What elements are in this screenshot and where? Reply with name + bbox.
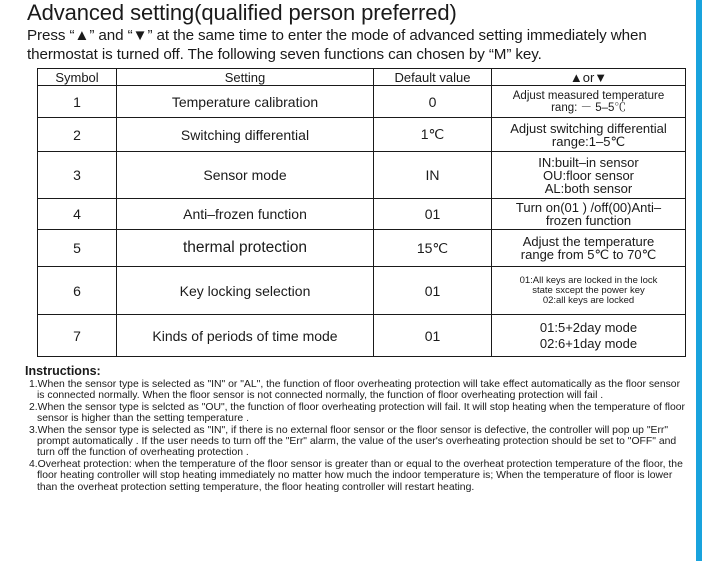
instructions-list <box>27 379 687 493</box>
header-default-value: Default value <box>374 69 492 86</box>
row-adjust: 01:All keys are locked in the lock state sxcept the power key 02:all keys are locked <box>492 267 686 315</box>
table-row <box>38 199 686 230</box>
row-adjust: Adjust the temperature range from 5℃ to 70℃ <box>492 230 686 267</box>
instruction-item: 4.Overheat protection: when the temperature of the floor sensor is greater than or equal to the overheat protection temperature of the floor, the floor heating controller will stop heating immediately no matter how much the indoor temperature is; When the temperature of floor is lower than the overheat protection setting temperature, the floor heating controller will restart heating. <box>29 458 683 493</box>
page-title: Advanced setting(qualified person preferred) <box>27 0 457 25</box>
row-adjust: IN:built–in sensor OU:floor sensor AL:both sensor <box>492 152 686 199</box>
instruction-item: 3.When the sensor type is selected as "IN", if there is no external floor sensor or the floor sensor is defective, the controller will pop up "Err" prompt automatically . If the user needs to turn off the "Err" alarm, the value of the user's overheating protection should be set to "OFF" and turn off the function of overheating protection . <box>29 424 677 459</box>
row-symbol: 7 <box>38 315 117 357</box>
row-symbol: 1 <box>38 86 117 118</box>
row-default: 01 <box>374 315 492 357</box>
table-row <box>38 315 686 357</box>
header-adjust: ▲or▼ <box>492 69 686 86</box>
row-adjust: Turn on(01 ) /off(00)Anti– frozen function <box>492 199 686 230</box>
row-symbol: 4 <box>38 199 117 230</box>
row-default: IN <box>374 152 492 199</box>
row-setting: Switching differential <box>117 118 374 152</box>
row-setting: Anti–frozen function <box>117 199 374 230</box>
row-adjust: Adjust switching differential range:1–5℃ <box>492 118 686 152</box>
row-symbol: 6 <box>38 267 117 315</box>
row-default: 01 <box>374 267 492 315</box>
row-default: 01 <box>374 199 492 230</box>
table-row <box>38 86 686 118</box>
row-setting: thermal protection <box>117 230 374 267</box>
instructions-section <box>27 364 687 493</box>
row-setting: Key locking selection <box>117 267 374 315</box>
row-adjust: 01:5+2day mode 02:6+1day mode <box>492 315 686 357</box>
row-symbol: 3 <box>38 152 117 199</box>
row-symbol: 2 <box>38 118 117 152</box>
header-setting: Setting <box>117 69 374 86</box>
settings-table <box>37 68 686 357</box>
row-symbol: 5 <box>38 230 117 267</box>
row-setting: Kinds of periods of time mode <box>117 315 374 357</box>
table-row <box>38 118 686 152</box>
header-symbol: Symbol <box>38 69 117 86</box>
intro-paragraph: Press “▲” and “▼” at the same time to enter the mode of advanced setting immediately when thermostat is turned off. The following seven functions can chosen by “M” key. <box>27 27 647 63</box>
row-setting: Sensor mode <box>117 152 374 199</box>
instructions-title: Instructions: <box>25 364 101 378</box>
table-row <box>38 230 686 267</box>
row-default: 1℃ <box>374 118 492 152</box>
table-header-row <box>38 69 686 86</box>
row-adjust: Adjust measured temperature rang: － 5–5℃ <box>492 86 686 118</box>
row-setting: Temperature calibration <box>117 86 374 118</box>
table-row <box>38 152 686 199</box>
row-default: 0 <box>374 86 492 118</box>
document-content <box>27 0 687 493</box>
table-row <box>38 267 686 315</box>
instruction-item: 2.When the sensor type is selcted as "OU", the function of floor overheating protection will fail. It will stop heating when the temperature of floor sensor is higher than the setting temperature . <box>29 401 685 425</box>
instruction-item: 1.When the sensor type is selected as "IN" or "AL", the function of floor overheating protection will take effect automatically as the floor sensor is connected normally. When the floor sensor is not connected normally, the function of floor overheating protection will fail . <box>29 379 681 402</box>
row-default: 15℃ <box>374 230 492 267</box>
